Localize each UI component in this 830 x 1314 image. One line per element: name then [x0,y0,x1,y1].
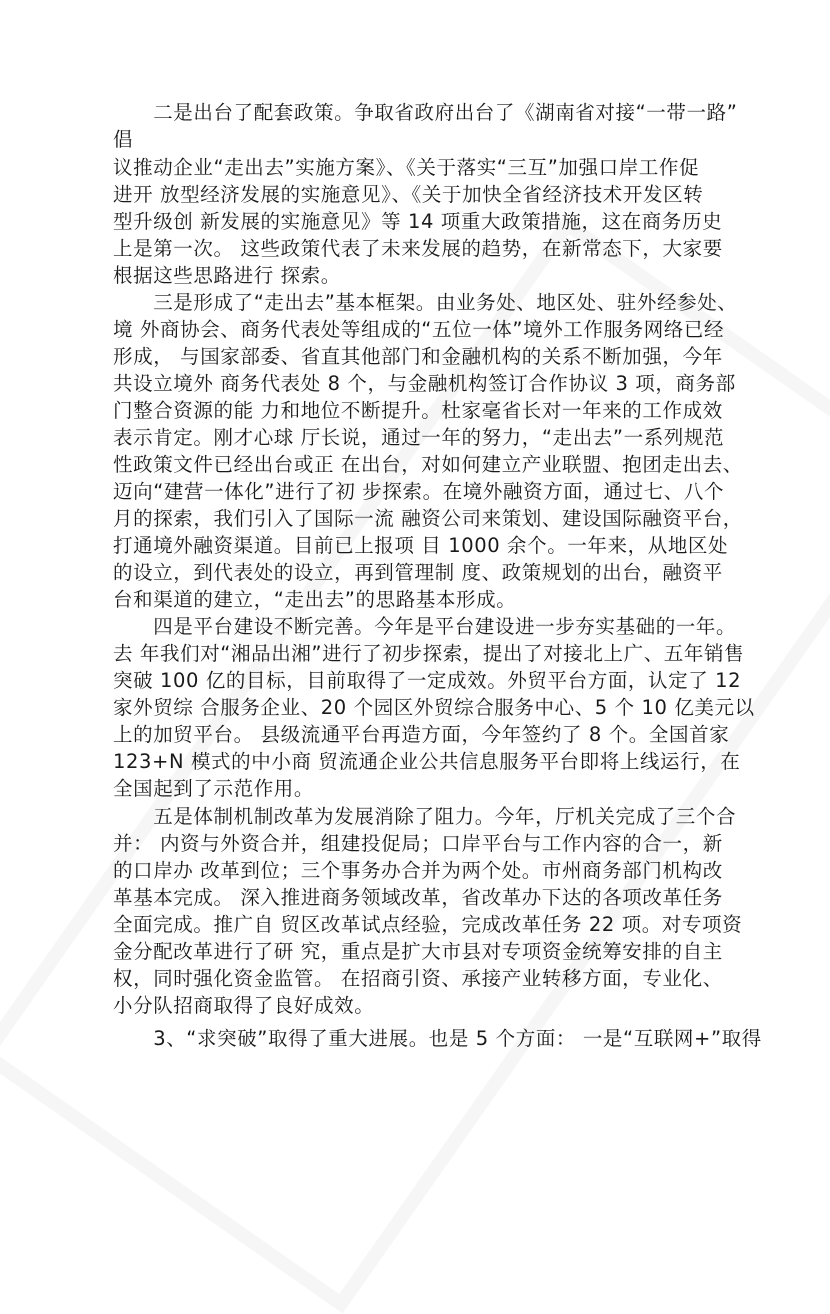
text-line: 台和渠道的建立，“走出去”的思路基本形成。 [113,588,517,611]
text-line: 表示肯定。刚才心球 厅长说，通过一年的努力，“走出去”一系列规范 [113,426,725,449]
text-line: 123+N 模式的中小商 贸流通企业公共信息服务平台即将上线运行，在 [113,750,741,773]
text-line: 突破 100 亿的目标，目前取得了一定成效。外贸平台方面，认定了 12 [113,669,742,692]
text-line: 门整合资源的能 力和地位不断提升。杜家毫省长对一年来的工作成效 [113,399,723,422]
text-line: 型升级创 新发展的实施意见》等 14 项重大政策措施，这在商务历史 [113,210,723,233]
text-line: 全国起到了示范作用。 [113,777,315,800]
text-line: 进开 放型经济发展的实施意见》、《关于加快全省经济技术开发区转 [113,183,704,206]
text-line: 全面完成。推广自 贸区改革试点经验，完成改革任务 22 项。对专项资 [113,913,743,936]
text-line: 打通境外融资渠道。目前已上报项 目 1000 余个。一年来，从地区处 [113,534,729,557]
text-line: 四是平台建设不断完善。今年是平台建设进一步夯实基础的一年。 [113,615,737,638]
text-line: 权，同时强化资金监管。 在招商引资、承接产业转移方面，专业化、 [113,967,723,990]
text-line: 共设立境外 商务代表处 8 个，与金融机构签订合作协议 3 项，商务部 [113,372,736,395]
text-line: 三是形成了“走出去”基本框架。由业务处、地区处、驻外经参处、 [113,291,738,314]
text-line: 二是出台了配套政策。争取省政府出台了《湖南省对接“一带一路” [113,101,738,124]
text-line: 小分队招商取得了良好成效。 [113,994,375,1017]
text-line: 家外贸综 合服务企业、20 个园区外贸综合服务中心、5 个 10 亿美元以 [113,696,755,719]
text-line: 去 年我们对“湘品出湘”进行了初步探索，提出了对接北上广、五年销售 [113,642,745,665]
text-line: 倡 [113,128,134,151]
text-line: 金分配改革进行了研 究，重点是扩大市县对专项资金统筹安排的自主 [113,940,723,963]
text-line: 革基本完成。 深入推进商务领域改革，省改革办下达的各项改革任务 [113,886,723,909]
text-line: 形成， 与国家部委、省直其他部门和金融机构的关系不断加强，今年 [113,345,723,368]
text-line: 迈向“建营一体化”进行了初 步探索。在境外融资方面，通过七、八个 [113,480,725,503]
text-line: 上的加贸平台。 县级流通平台再造方面，今年签约了 8 个。全国首家 [113,723,730,746]
text-line: 境 外商协会、商务代表处等组成的“五位一体”境外工作服务网络已经 [113,318,725,341]
text-line: 的设立，到代表处的设立，再到管理制 度、政策规划的出台，融资平 [113,561,723,584]
text-line: 性政策文件已经出台或正 在出台，对如何建立产业联盟、抱团走出去、 [113,453,743,476]
text-line: 并： 内资与外资合并，组建投促局；口岸平台与工作内容的合一，新 [113,832,723,855]
text-line: 上是第一次。 这些政策代表了未来发展的趋势，在新常态下，大家要 [113,237,723,260]
text-line: 议推动企业“走出去”实施方案》、《关于落实“三互”加强口岸工作促 [113,156,700,179]
text-line: 的口岸办 改革到位；三个事务办合并为两个处。市州商务部门机构改 [113,859,723,882]
text-line: 月的探索，我们引入了国际一流 融资公司来策划、建设国际融资平台， [113,507,743,530]
text-line: 五是体制机制改革为发展消除了阻力。今年，厅机关完成了三个合 [113,805,737,828]
text-line: 根据这些思路进行 探索。 [113,264,341,287]
text-line: 3、“求突破”取得了重大进展。也是 5 个方面： 一是“互联网+”取得 [113,1027,762,1050]
